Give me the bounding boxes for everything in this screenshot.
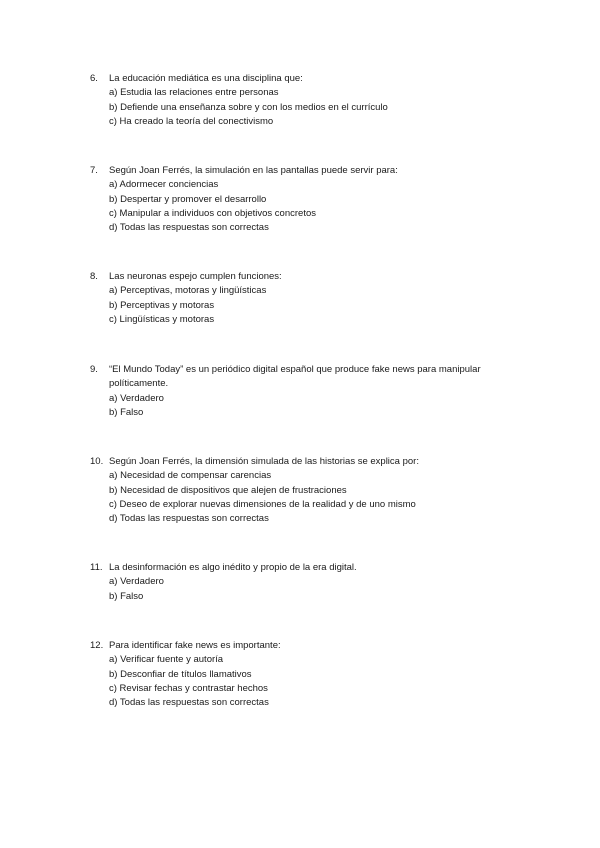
question-number: 12. — [90, 640, 104, 651]
option-c: c) Deseo de explorar nuevas dimensiones de la realidad y de uno mismo — [109, 498, 416, 510]
option-b: b) Perceptivas y motoras — [109, 299, 215, 311]
option-a: a) Perceptivas, motoras y lingüísticas — [109, 285, 267, 297]
question-stem: “El Mundo Today” es un periódico digital español que produce fake news para manipular políticamente. — [109, 364, 481, 390]
option-a: a) Necesidad de compensar carencias — [109, 470, 272, 482]
option-a: a) Verdadero — [109, 576, 164, 588]
question-8 — [0, 270, 600, 327]
question-11 — [0, 561, 600, 604]
option-a: a) Verificar fuente y autoría — [109, 654, 224, 666]
option-b: b) Defiende una enseñanza sobre y con los medios en el currículo — [109, 101, 388, 113]
option-b: b) Falso — [109, 406, 144, 418]
question-stem: Las neuronas espejo cumplen funciones: — [109, 271, 282, 282]
question-number: 11. — [90, 562, 103, 573]
option-c: c) Lingüísticas y motoras — [109, 313, 215, 325]
question-number: 6. — [90, 73, 98, 84]
question-stem: Según Joan Ferrés, la simulación en las pantallas puede servir para: — [109, 165, 398, 176]
option-d: d) Todas las respuestas son correctas — [109, 697, 269, 709]
question-6 — [0, 72, 600, 129]
question-12 — [0, 639, 600, 710]
question-9 — [0, 363, 600, 420]
option-c: c) Ha creado la teoría del conectivismo — [109, 115, 274, 127]
option-c: c) Manipular a individuos con objetivos concretos — [109, 207, 316, 219]
question-number: 10. — [90, 456, 104, 467]
question-number: 8. — [90, 271, 98, 282]
question-stem: Para identificar fake news es importante: — [109, 640, 281, 651]
question-10 — [0, 455, 600, 526]
option-b: b) Despertar y promover el desarrollo — [109, 193, 267, 205]
question-7 — [0, 164, 600, 235]
question-stem: La desinformación es algo inédito y propio de la era digital. — [109, 562, 357, 573]
option-d: d) Todas las respuestas son correctas — [109, 222, 269, 234]
question-stem: Según Joan Ferrés, la dimensión simulada de las historias se explica por: — [109, 456, 419, 467]
question-number: 7. — [90, 165, 98, 176]
option-a: a) Estudia las relaciones entre personas — [109, 87, 279, 99]
option-a: a) Adormecer conciencias — [109, 179, 219, 191]
question-stem: La educación mediática es una disciplina que: — [109, 73, 303, 84]
option-b: b) Falso — [109, 590, 144, 602]
question-number: 9. — [90, 364, 98, 375]
option-a: a) Verdadero — [109, 392, 164, 404]
option-b: b) Necesidad de dispositivos que alejen de frustraciones — [109, 484, 347, 496]
option-c: c) Revisar fechas y contrastar hechos — [109, 682, 268, 694]
option-b: b) Desconfiar de títulos llamativos — [109, 668, 252, 680]
option-d: d) Todas las respuestas son correctas — [109, 513, 269, 525]
